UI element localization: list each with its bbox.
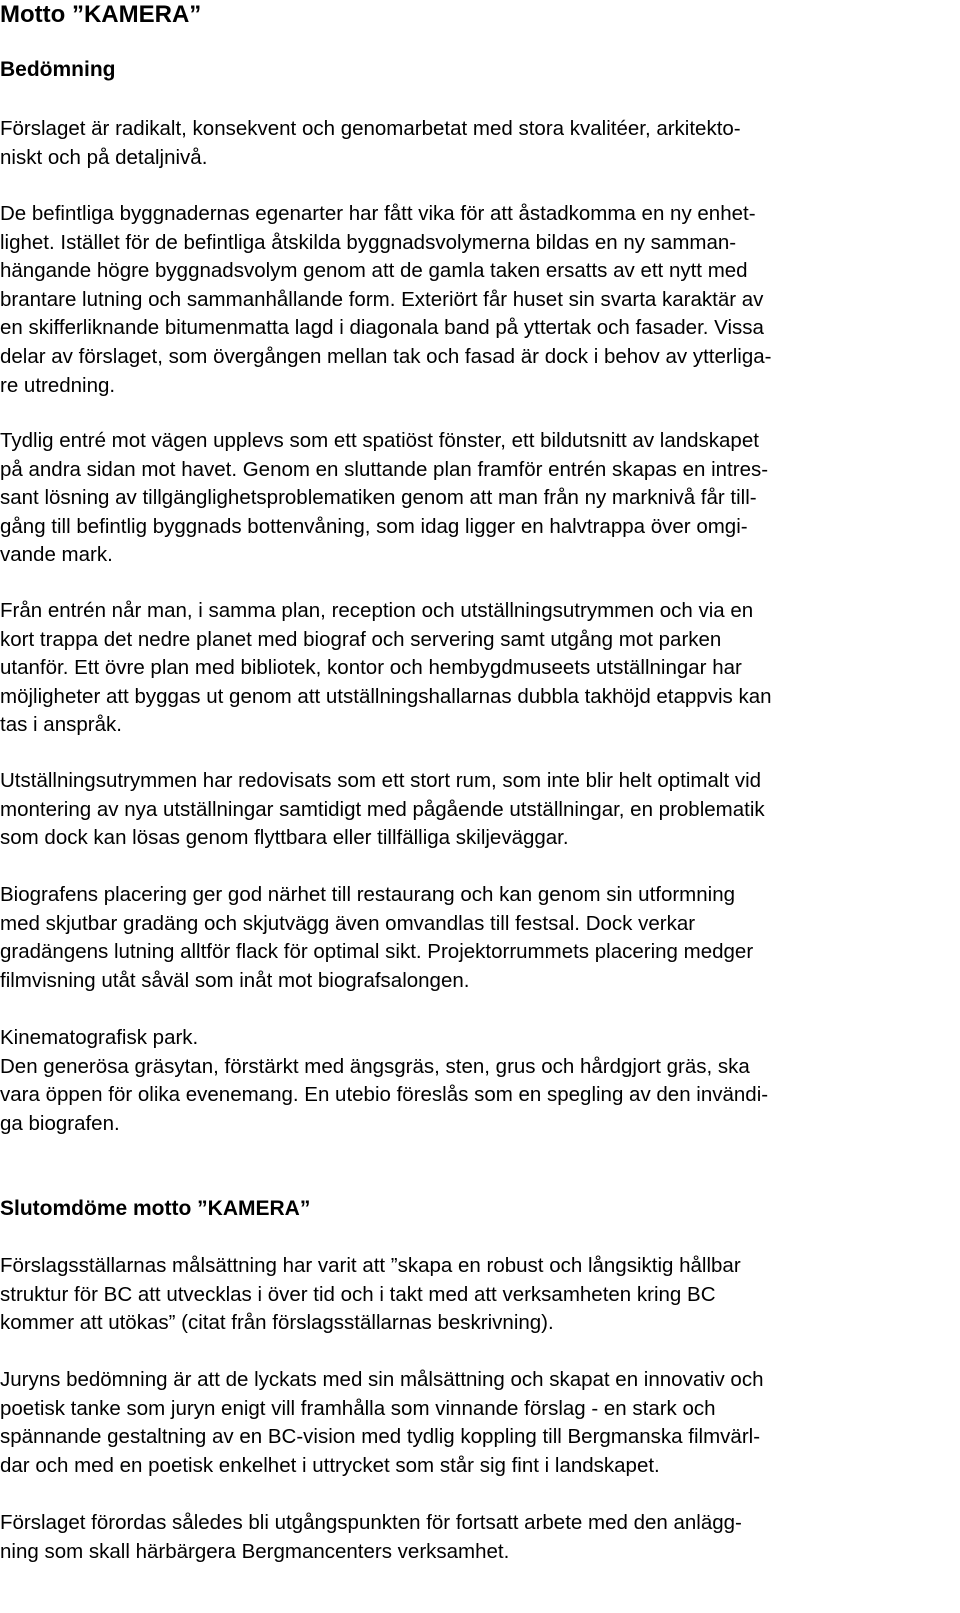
text-line: tas i anspråk.	[0, 713, 122, 737]
text-line: niskt och på detaljnivå.	[0, 145, 208, 169]
text-line: Den generösa gräsytan, förstärkt med ängsgräs, sten, grus och hårdgjort gräs, ska	[0, 1054, 750, 1078]
text-line: utanför. Ett övre plan med bibliotek, kontor och hembygdmuseets utställningar har	[0, 656, 742, 680]
text-line: vande mark.	[0, 543, 113, 567]
section-heading-bedomning: Bedömning	[0, 58, 116, 81]
text-line: Förslaget förordas således bli utgångspunkten för fortsatt arbete med den anlägg-	[0, 1511, 742, 1534]
paragraph	[0, 115, 741, 172]
text-line: gång till befintlig byggnads bottenvåning, som idag ligger en halvtrappa över omgi-	[0, 514, 748, 538]
text-line: poetisk tanke som juryn enigt vill framhålla som vinnande förslag - en stark och	[0, 1396, 716, 1420]
text-line: lighet. Istället för de befintliga åtskilda byggnadsvolymerna bildas en ny samman-	[0, 230, 737, 254]
text-line: re utredning.	[0, 373, 116, 397]
paragraph	[0, 1252, 741, 1338]
paragraph	[0, 597, 772, 740]
text-line: Juryns bedömning är att de lyckats med sin målsättning och skapat en innovativ och	[0, 1368, 764, 1391]
paragraph	[0, 427, 768, 570]
paragraph	[0, 881, 753, 995]
text-line: brantare lutning och sammanhållande form. Exteriört får huset sin svarta karaktär av	[0, 287, 764, 311]
text-line: De befintliga byggnadernas egenarter har fått vika för att åstadkomma en ny enhet-	[0, 202, 756, 225]
document-title: Motto ”KAMERA”	[0, 1, 202, 28]
text-line: Utställningsutrymmen har redovisats som ett stort rum, som inte blir helt optimalt vid	[0, 769, 762, 792]
text-line: hängande högre byggnadsvolym genom att de gamla taken ersatts av ett nytt med	[0, 259, 748, 283]
text-line: Förslagsställarnas målsättning har varit att ”skapa en robust och långsiktig hållbar	[0, 1254, 741, 1277]
text-line: sant lösning av tillgänglighetsproblematiken genom att man från ny marknivå får till-	[0, 486, 757, 510]
paragraph	[0, 767, 765, 853]
text-line: filmvisning utåt såväl som inåt mot biografsalongen.	[0, 968, 470, 992]
text-line: Förslaget är radikalt, konsekvent och genomarbetat med stora kvalitéer, arkitekto-	[0, 117, 741, 140]
text-line: spännande gestaltning av en BC-vision med tydlig koppling till Bergmanska filmvärl-	[0, 1425, 761, 1449]
text-line: en skifferliknande bitumenmatta lagd i diagonala band på yttertak och fasader. Vissa	[0, 316, 764, 340]
text-line: kort trappa det nedre planet med biograf och servering samt utgång mot parken	[0, 627, 722, 651]
paragraph	[0, 1509, 742, 1566]
paragraph	[0, 200, 771, 400]
text-line: på andra sidan mot havet. Genom en sluttande plan framför entrén skapas en intres-	[0, 457, 769, 481]
text-line: ning som skall härbärgera Bergmancenters verksamhet.	[0, 1539, 510, 1563]
text-line: med skjutbar gradäng och skjutvägg även omvandlas till festsal. Dock verkar	[0, 911, 696, 935]
text-line: dar och med en poetisk enkelhet i uttrycket som står sig fint i landskapet.	[0, 1453, 660, 1477]
text-line: struktur för BC att utvecklas i över tid och i takt med att verksamheten kring BC	[0, 1282, 716, 1306]
text-line: möjligheter att byggas ut genom att utställningshallarnas dubbla takhöjd etappvis kan	[0, 684, 772, 708]
text-line: vara öppen för olika evenemang. En utebio föreslås som en spegling av den invändi-	[0, 1083, 769, 1107]
text-line: Tydlig entré mot vägen upplevs som ett spatiöst fönster, ett bildutsnitt av landskapet	[0, 429, 759, 452]
paragraph	[0, 1366, 763, 1480]
text-line: delar av förslaget, som övergången mellan tak och fasad är dock i behov av ytterliga-	[0, 344, 772, 368]
text-line: Kinematografisk park.	[0, 1026, 199, 1049]
text-line: som dock kan lösas genom flyttbara eller tillfälliga skiljeväggar.	[0, 826, 569, 850]
paragraph	[0, 1024, 768, 1138]
section-heading-slutomdome: Slutomdöme motto ”KAMERA”	[0, 1197, 311, 1220]
text-line: Från entrén når man, i samma plan, reception och utställningsutrymmen och via en	[0, 599, 754, 622]
text-line: montering av nya utställningar samtidigt med pågående utställningar, en problematik	[0, 797, 765, 821]
text-line: gradängens lutning alltför flack för optimal sikt. Projektorrummets placering medger	[0, 940, 754, 964]
text-line: kommer att utökas” (citat från förslagsställarnas beskrivning).	[0, 1311, 554, 1335]
text-line: Biografens placering ger god närhet till restaurang och kan genom sin utformning	[0, 883, 736, 906]
text-line: ga biografen.	[0, 1111, 120, 1135]
